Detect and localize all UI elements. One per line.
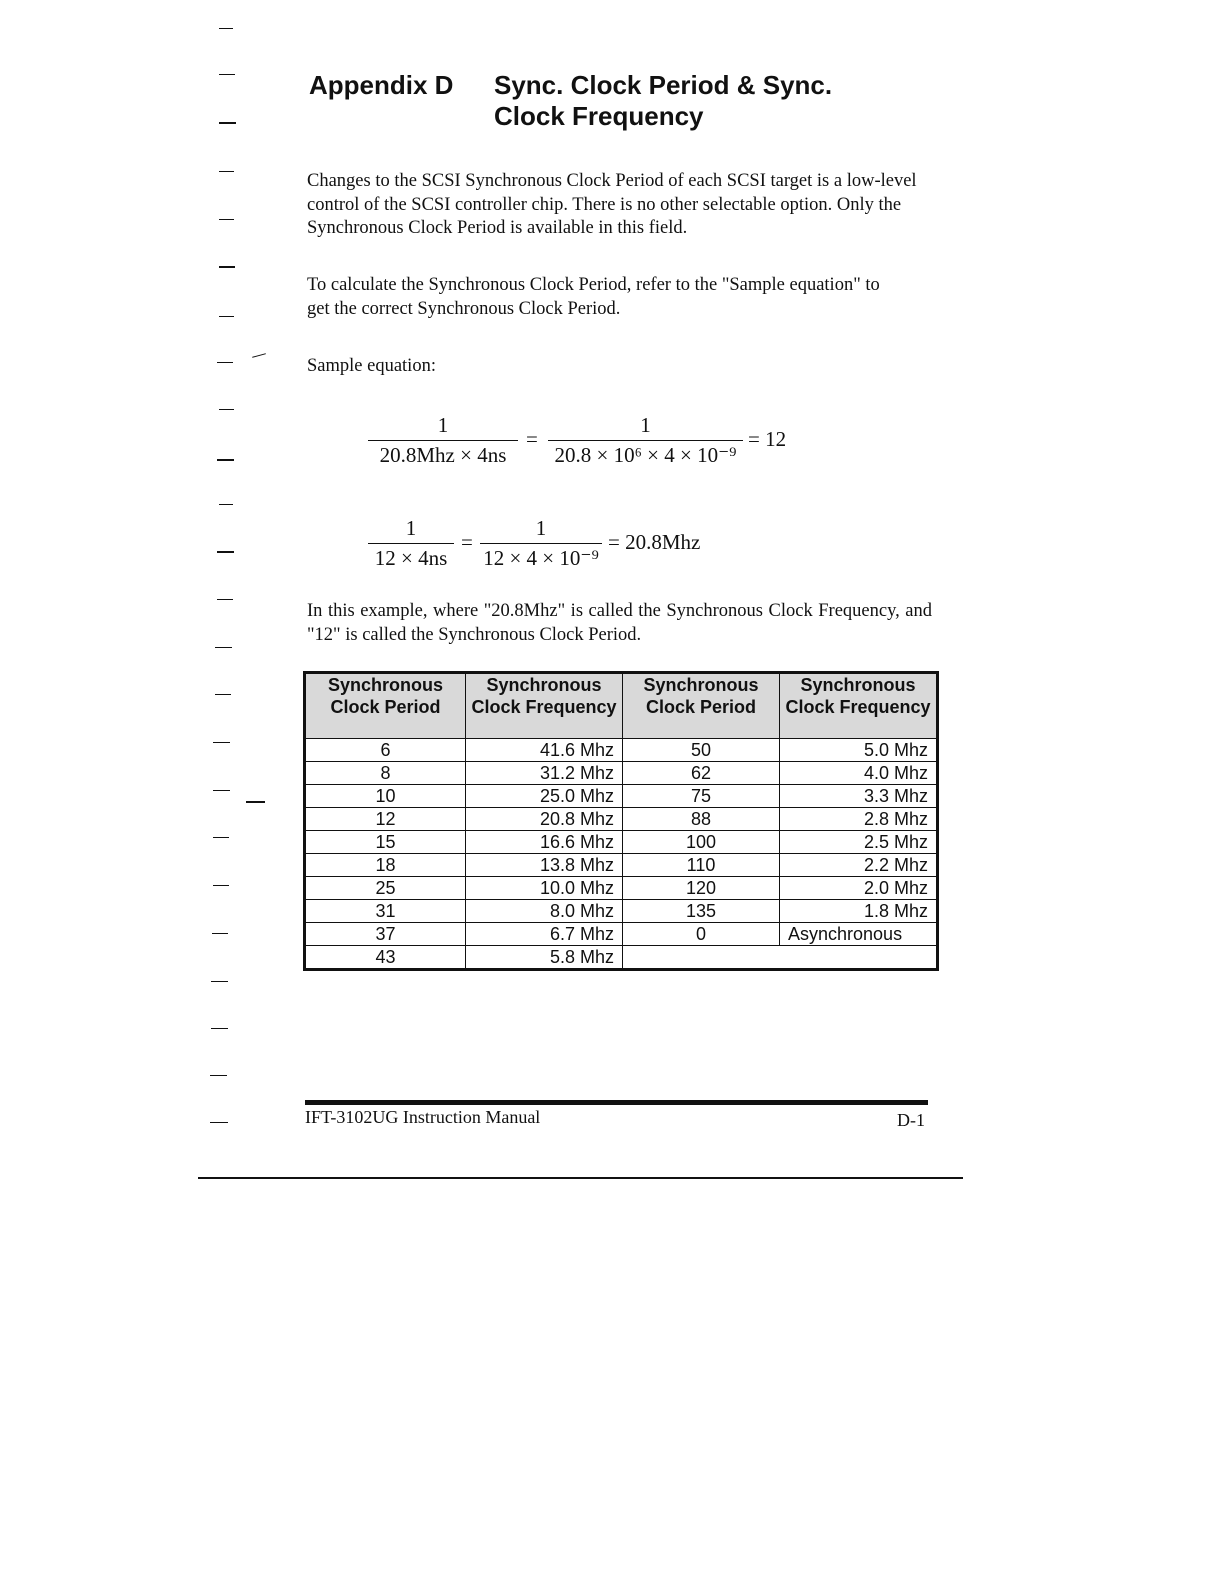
table-cell: 2.5 Mhz bbox=[780, 831, 938, 854]
eq2-numerator-left: 1 bbox=[405, 516, 417, 540]
table-cell: 18 bbox=[305, 854, 466, 877]
eq2-equals: = bbox=[461, 530, 473, 554]
margin-tick bbox=[219, 122, 236, 124]
table-row bbox=[305, 923, 938, 946]
table-cell: 1.8 Mhz bbox=[780, 900, 938, 923]
margin-tick bbox=[219, 74, 235, 75]
table-cell: 20.8 Mhz bbox=[466, 808, 623, 831]
table-cell: 43 bbox=[305, 946, 466, 970]
eq2-result: = 20.8Mhz bbox=[608, 530, 701, 554]
table-header-row bbox=[305, 673, 938, 739]
table-cell: 41.6 Mhz bbox=[466, 739, 623, 762]
table-cell: 3.3 Mhz bbox=[780, 785, 938, 808]
eq1-numerator-left: 1 bbox=[437, 413, 449, 437]
table-cell: 31 bbox=[305, 900, 466, 923]
table-cell: 10 bbox=[305, 785, 466, 808]
table-row bbox=[305, 900, 938, 923]
table-cell: 2.8 Mhz bbox=[780, 808, 938, 831]
margin-tick bbox=[252, 353, 266, 358]
margin-tick bbox=[211, 981, 228, 982]
margin-tick bbox=[217, 362, 233, 363]
equation-1 bbox=[368, 413, 808, 483]
table-cell: 75 bbox=[623, 785, 780, 808]
table-cell: 5.8 Mhz bbox=[466, 946, 623, 970]
margin-tick bbox=[217, 459, 234, 461]
intro-paragraph: Changes to the SCSI Synchronous Clock Period of each SCSI target is a low-level control of the SCSI controller chip. There is no other selectable option. Only the Synchronous Clock Period is available in this field. bbox=[307, 171, 917, 238]
eq2-fraction-right bbox=[480, 516, 602, 571]
margin-tick bbox=[215, 694, 231, 695]
table-cell: 4.0 Mhz bbox=[780, 762, 938, 785]
page-title-line-1: Sync. Clock Period & Sync. bbox=[494, 70, 833, 100]
page-edge-rule bbox=[198, 1177, 963, 1179]
eq2-fraction-left bbox=[368, 516, 454, 571]
margin-tick bbox=[210, 1075, 227, 1076]
eq2-denominator-left: 12 × 4ns bbox=[374, 546, 448, 570]
table-row bbox=[305, 739, 938, 762]
table-row bbox=[305, 877, 938, 900]
table-cell: 2.0 Mhz bbox=[780, 877, 938, 900]
eq1-numerator-right: 1 bbox=[640, 413, 651, 437]
table-cell: 37 bbox=[305, 923, 466, 946]
table-cell: 8.0 Mhz bbox=[466, 900, 623, 923]
table-cell: 6 bbox=[305, 739, 466, 762]
header-period-2: Synchronous Clock Period bbox=[623, 673, 780, 739]
example-paragraph: In this example, where "20.8Mhz" is called the Synchronous Clock Frequency, and "12" is called the Synchronous Clock Period. bbox=[307, 601, 932, 645]
table-cell: 88 bbox=[623, 808, 780, 831]
calc-paragraph: To calculate the Synchronous Clock Period, refer to the "Sample equation" to get the correct Synchronous Clock Period. bbox=[307, 275, 880, 319]
page-title-line-2: Clock Frequency bbox=[494, 101, 704, 131]
margin-tick bbox=[219, 504, 233, 505]
sample-equation-label: Sample equation: bbox=[307, 356, 436, 376]
table-row bbox=[305, 808, 938, 831]
table-cell: 62 bbox=[623, 762, 780, 785]
margin-tick bbox=[210, 1122, 228, 1123]
table-cell: 25.0 Mhz bbox=[466, 785, 623, 808]
table-cell: 110 bbox=[623, 854, 780, 877]
table-cell: 2.2 Mhz bbox=[780, 854, 938, 877]
table-cell: 100 bbox=[623, 831, 780, 854]
page-title bbox=[494, 70, 832, 132]
margin-tick bbox=[213, 742, 230, 743]
table-cell: 8 bbox=[305, 762, 466, 785]
footer-manual-title: IFT-3102UG Instruction Manual bbox=[305, 1107, 541, 1127]
table-cell: 13.8 Mhz bbox=[466, 854, 623, 877]
eq1-fraction-left bbox=[368, 413, 518, 468]
table-cell: 12 bbox=[305, 808, 466, 831]
table-cell: 50 bbox=[623, 739, 780, 762]
margin-tick bbox=[219, 409, 234, 410]
table-cell: 15 bbox=[305, 831, 466, 854]
margin-tick bbox=[213, 790, 230, 791]
table-cell: Asynchronous bbox=[780, 923, 938, 946]
margin-tick bbox=[217, 599, 233, 600]
footer-rule bbox=[305, 1100, 928, 1105]
margin-tick bbox=[219, 171, 234, 172]
table-cell-empty bbox=[623, 946, 938, 970]
margin-tick bbox=[215, 647, 232, 648]
eq1-denominator-left: 20.8Mhz × 4ns bbox=[379, 443, 507, 467]
table-cell: 16.6 Mhz bbox=[466, 831, 623, 854]
table-cell: 31.2 Mhz bbox=[466, 762, 623, 785]
margin-tick bbox=[213, 885, 229, 886]
margin-tick bbox=[217, 551, 234, 553]
eq2-numerator-right: 1 bbox=[535, 516, 547, 540]
eq1-fraction-right bbox=[548, 413, 743, 468]
margin-tick bbox=[212, 933, 228, 934]
equation-2 bbox=[368, 516, 808, 586]
margin-tick bbox=[213, 837, 229, 838]
eq1-equals: = bbox=[526, 427, 538, 451]
margin-tick bbox=[219, 316, 234, 317]
appendix-label: Appendix D bbox=[309, 70, 454, 100]
table-row bbox=[305, 946, 938, 970]
margin-tick bbox=[246, 801, 265, 803]
table-row bbox=[305, 762, 938, 785]
eq2-denominator-right: 12 × 4 × 10⁻⁹ bbox=[483, 546, 599, 570]
header-period-1: Synchronous Clock Period bbox=[305, 673, 466, 739]
table-cell: 10.0 Mhz bbox=[466, 877, 623, 900]
margin-tick bbox=[219, 219, 234, 220]
margin-tick bbox=[219, 266, 235, 268]
header-frequency-1: Synchronous Clock Frequency bbox=[466, 673, 623, 739]
table-cell: 120 bbox=[623, 877, 780, 900]
table-cell: 135 bbox=[623, 900, 780, 923]
table-cell: 6.7 Mhz bbox=[466, 923, 623, 946]
table-row bbox=[305, 831, 938, 854]
header-frequency-2: Synchronous Clock Frequency bbox=[780, 673, 938, 739]
margin-tick bbox=[219, 28, 233, 29]
table-row bbox=[305, 785, 938, 808]
table-cell: 5.0 Mhz bbox=[780, 739, 938, 762]
table-cell: 25 bbox=[305, 877, 466, 900]
table-row bbox=[305, 854, 938, 877]
eq1-result: = 12 bbox=[748, 427, 787, 451]
margin-tick bbox=[211, 1028, 228, 1029]
eq1-denominator-right: 20.8 × 10⁶ × 4 × 10⁻⁹ bbox=[554, 443, 737, 467]
clock-table bbox=[303, 671, 939, 971]
footer-page-number: D-1 bbox=[897, 1110, 925, 1130]
table-cell: 0 bbox=[623, 923, 780, 946]
